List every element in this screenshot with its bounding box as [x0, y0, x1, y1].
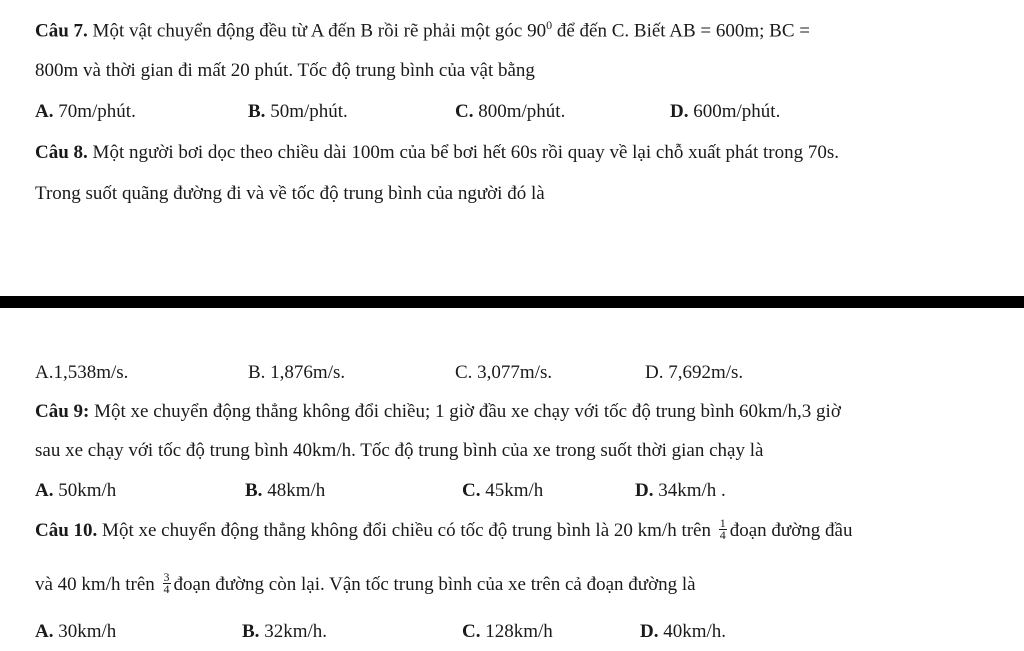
q9-option-b[interactable]: B. 48km/h	[245, 480, 326, 501]
q10-option-b[interactable]: B. 32km/h.	[242, 621, 327, 642]
black-divider-bar	[0, 296, 1024, 308]
q8-line1: Câu 8. Một người bơi dọc theo chiều dài 100m của bể bơi hết 60s rồi quay về lại chỗ xuất phát trong 70s.	[35, 142, 840, 163]
fraction-three-quarters: $\frac{3}{4}$	[163, 570, 170, 597]
q9-label: Câu 9:	[35, 401, 90, 422]
fraction-one-quarter: $\frac{1}{4}$	[719, 516, 726, 543]
q9-line1: Câu 9: Một xe chuyển động thẳng không đổi chiều; 1 giờ đầu xe chạy với tốc độ trung bình 60km/h,3 giờ	[35, 401, 841, 422]
q8-option-d[interactable]: D. 7,692m/s.	[645, 362, 744, 383]
q8-label: Câu 8.	[35, 142, 88, 163]
q7-line1: Câu 7. Một vật chuyển động đều từ A đến B rồi rẽ phải một góc $90^0$ để đến C. Biết AB = 600m; BC =	[35, 18, 810, 42]
q7-option-a[interactable]: A. 70m/phút.	[35, 101, 136, 122]
q7-option-b[interactable]: B. 50m/phút.	[248, 101, 348, 122]
q10-option-c[interactable]: C. 128km/h	[462, 621, 553, 642]
q8-option-b[interactable]: B. 1,876m/s.	[248, 362, 346, 383]
q10-option-a[interactable]: A. 30km/h	[35, 621, 117, 642]
q9-option-a[interactable]: A. 50km/h	[35, 480, 117, 501]
q10-label: Câu 10.	[35, 520, 98, 541]
q8-option-a[interactable]: A.1,538m/s.	[35, 362, 129, 383]
q9-option-d[interactable]: D. 34km/h .	[635, 480, 726, 501]
q10-line2: và 40 km/h trên $\frac{3}{4}$ đoạn đường còn lại. Vận tốc trung bình của xe trên cả đoạn đường là	[35, 570, 696, 597]
q10-line1: Câu 10. Một xe chuyển động thẳng không đổi chiều có tốc độ trung bình là 20 km/h trên $\frac{1}{4}$ đoạn đường đầu	[35, 516, 853, 543]
q7-option-d[interactable]: D. 600m/phút.	[670, 101, 781, 122]
q8-line2: Trong suốt quãng đường đi và về tốc độ trung bình của người đó là	[35, 183, 545, 204]
q9-line2: sau xe chạy với tốc độ trung bình 40km/h. Tốc độ trung bình của xe trong suốt thời gian chạy là	[35, 440, 764, 461]
q7-line2: 800m và thời gian đi mất 20 phút. Tốc độ trung bình của vật bằng	[35, 60, 535, 81]
q7-option-c[interactable]: C. 800m/phút.	[455, 101, 566, 122]
q8-option-c[interactable]: C. 3,077m/s.	[455, 362, 553, 383]
q7-label: Câu 7.	[35, 20, 88, 42]
q9-option-c[interactable]: C. 45km/h	[462, 480, 544, 501]
q10-option-d[interactable]: D. 40km/h.	[640, 621, 727, 642]
